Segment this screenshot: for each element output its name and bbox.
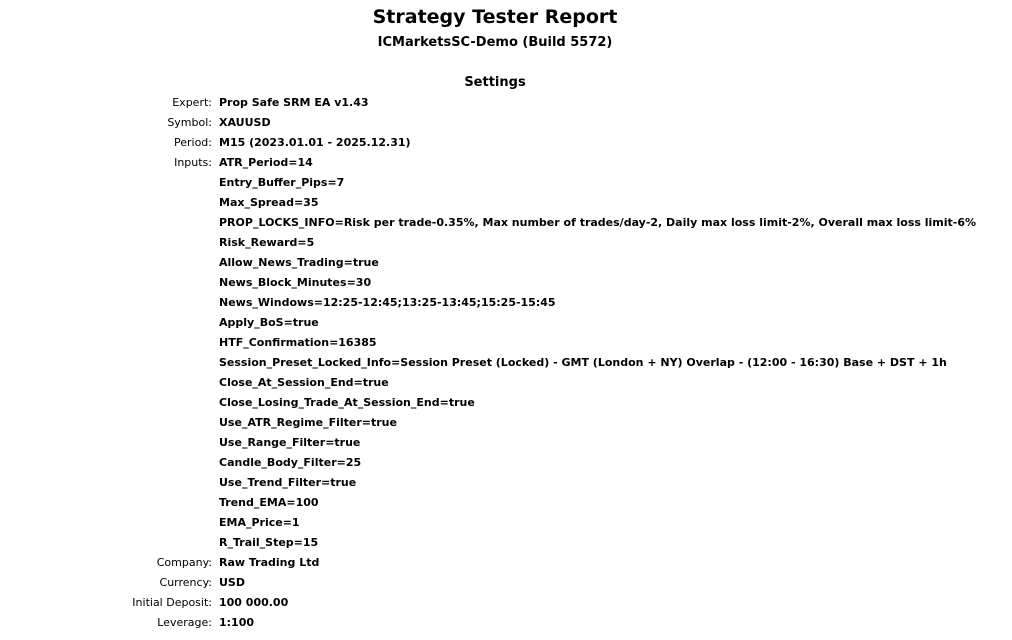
input-value: News_Block_Minutes=30 [219, 276, 372, 289]
input-value: Apply_BoS=true [219, 316, 319, 329]
input-value: EMA_Price=1 [219, 516, 300, 529]
expert-label: Expert: [172, 96, 212, 109]
report-title: Strategy Tester Report [372, 6, 618, 28]
input-row [0, 193, 1012, 213]
company-value: Raw Trading Ltd [219, 556, 320, 569]
input-row [0, 493, 1012, 513]
leverage-value: 1:100 [219, 616, 255, 629]
settings-row-expert [0, 93, 1012, 113]
input-row [0, 513, 1012, 533]
settings-row-currency [0, 573, 1012, 593]
settings-row-leverage [0, 613, 1012, 633]
input-value: Use_Range_Filter=true [219, 436, 361, 449]
period-label: Period: [173, 136, 212, 149]
settings-heading: Settings [464, 75, 526, 90]
initial-deposit-label: Initial Deposit: [132, 596, 212, 609]
symbol-value: XAUUSD [219, 116, 271, 129]
input-value: News_Windows=12:25-12:45;13:25-13:45;15:25-15:45 [219, 296, 556, 309]
input-value: Entry_Buffer_Pips=7 [219, 176, 345, 189]
settings-row-period [0, 133, 1012, 153]
input-value: Candle_Body_Filter=25 [219, 456, 362, 469]
settings-table [0, 93, 1012, 633]
inputs-label: Inputs: [174, 156, 212, 169]
input-row [0, 273, 1012, 293]
input-value: Close_At_Session_End=true [219, 376, 389, 389]
input-row [0, 353, 1012, 373]
input-value: Trend_EMA=100 [219, 496, 319, 509]
currency-value: USD [219, 576, 245, 589]
symbol-label: Symbol: [167, 116, 212, 129]
input-value: Max_Spread=35 [219, 196, 319, 209]
settings-row-symbol [0, 113, 1012, 133]
input-row [0, 453, 1012, 473]
input-row [0, 373, 1012, 393]
input-row [0, 473, 1012, 493]
input-row [0, 333, 1012, 353]
input-value: Close_Losing_Trade_At_Session_End=true [219, 396, 475, 409]
input-row [0, 413, 1012, 433]
input-row [0, 213, 1012, 233]
company-label: Company: [156, 556, 212, 569]
input-row [0, 173, 1012, 193]
input-row [0, 433, 1012, 453]
input-row [0, 253, 1012, 273]
input-value: R_Trail_Step=15 [219, 536, 319, 549]
input-row [0, 313, 1012, 333]
input-row [0, 233, 1012, 253]
settings-row-company [0, 553, 1012, 573]
input-value: Allow_News_Trading=true [219, 256, 379, 269]
input-row [0, 153, 1012, 173]
input-value: Risk_Reward=5 [219, 236, 315, 249]
input-value: ATR_Period=14 [219, 156, 313, 169]
input-value: Use_Trend_Filter=true [219, 476, 357, 489]
period-value: M15 (2023.01.01 - 2025.12.31) [219, 136, 411, 149]
settings-row-initial-deposit [0, 593, 1012, 613]
report-subtitle: ICMarketsSC-Demo (Build 5572) [377, 35, 613, 50]
input-row [0, 293, 1012, 313]
input-value: HTF_Confirmation=16385 [219, 336, 377, 349]
input-value: PROP_LOCKS_INFO=Risk per trade-0.35%, Max number of trades/day-2, Daily max loss limit-2%, Overall max loss limit-6% [219, 216, 977, 229]
initial-deposit-value: 100 000.00 [219, 596, 289, 609]
input-value: Session_Preset_Locked_Info=Session Preset (Locked) - GMT (London + NY) Overlap - (12:00 - 16:30) Base + DST + 1h [219, 356, 947, 369]
input-row [0, 533, 1012, 553]
expert-value: Prop Safe SRM EA v1.43 [219, 96, 369, 109]
leverage-label: Leverage: [157, 616, 212, 629]
input-row [0, 393, 1012, 413]
currency-label: Currency: [159, 576, 212, 589]
input-value: Use_ATR_Regime_Filter=true [219, 416, 397, 429]
